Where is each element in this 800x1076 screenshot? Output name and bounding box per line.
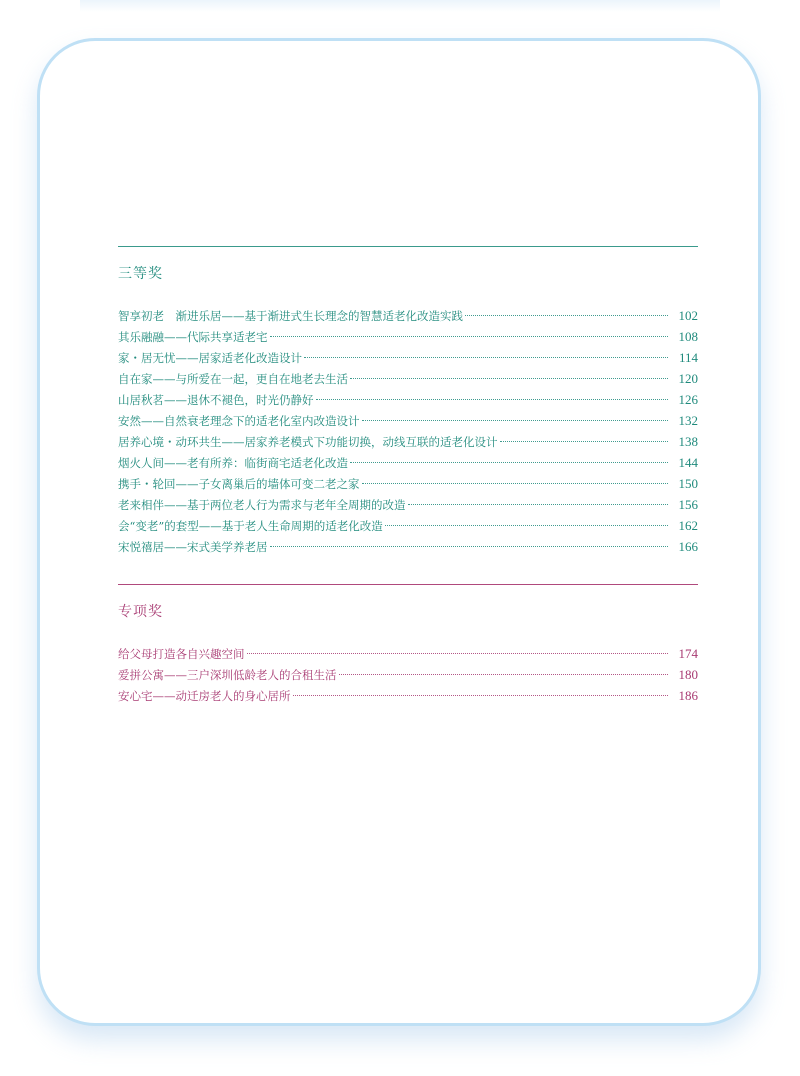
entry-title: 智享初老 渐进乐居——基于渐进式生长理念的智慧适老化改造实践 [118, 309, 463, 323]
dot-leader [339, 673, 669, 675]
entry-title: 携手・轮回——子女离巢后的墙体可变二老之家 [118, 477, 360, 491]
section-divider [118, 584, 698, 585]
dot-leader [270, 335, 669, 337]
toc-entry[interactable] [118, 389, 698, 410]
dot-leader [304, 356, 668, 358]
entry-title: 老来相伴——基于两位老人行为需求与老年全周期的改造 [118, 498, 406, 512]
entry-title: 会“变老”的套型——基于老人生命周期的适老化改造 [118, 519, 383, 533]
entry-page-number: 150 [678, 476, 698, 491]
dot-leader [465, 314, 668, 316]
entry-page-number: 120 [678, 371, 698, 386]
entry-page-number: 156 [678, 497, 698, 512]
entry-page-number: 166 [678, 539, 698, 554]
dot-leader [500, 440, 669, 442]
entry-title: 其乐融融——代际共享适老宅 [118, 330, 268, 344]
entry-title: 烟火人间——老有所养：临街商宅适老化改造 [118, 456, 348, 470]
entry-page-number: 114 [678, 350, 698, 365]
entry-title: 给父母打造各自兴趣空间 [118, 647, 245, 661]
entry-title: 家・居无忧——居家适老化改造设计 [118, 351, 302, 365]
toc-entry[interactable] [118, 431, 698, 452]
toc-entry[interactable] [118, 452, 698, 473]
toc-entry[interactable] [118, 664, 698, 685]
entry-page-number: 132 [678, 413, 698, 428]
dot-leader [362, 419, 669, 421]
toc-entry[interactable] [118, 473, 698, 494]
section-special-prize [118, 584, 698, 706]
toc-entry[interactable] [118, 326, 698, 347]
entry-title: 安心宅——动迁房老人的身心居所 [118, 689, 291, 703]
entry-title: 自在家——与所爱在一起，更自在地老去生活 [118, 372, 348, 386]
dot-leader [247, 652, 669, 654]
dot-leader [408, 503, 669, 505]
dot-leader [270, 545, 669, 547]
toc-entry[interactable] [118, 347, 698, 368]
entry-page-number: 174 [678, 646, 698, 661]
entry-page-number: 144 [678, 455, 698, 470]
dot-leader [362, 482, 669, 484]
toc-list [118, 643, 698, 706]
entry-page-number: 126 [678, 392, 698, 407]
entry-title: 居养心境・动环共生——居家养老模式下功能切换，动线互联的适老化设计 [118, 435, 498, 449]
toc-entry[interactable] [118, 494, 698, 515]
toc-entry[interactable] [118, 368, 698, 389]
section-heading: 三等奖 [118, 266, 163, 282]
toc-entry[interactable] [118, 305, 698, 326]
entry-title: 爱拼公寓——三户深圳低龄老人的合租生活 [118, 668, 337, 682]
entry-page-number: 162 [678, 518, 698, 533]
toc-entry[interactable] [118, 643, 698, 664]
section-third-prize [118, 246, 698, 557]
dot-leader [385, 524, 668, 526]
dot-leader [293, 694, 669, 696]
toc-entry[interactable] [118, 685, 698, 706]
dot-leader [350, 461, 668, 463]
toc-entry[interactable] [118, 410, 698, 431]
toc-entry[interactable] [118, 536, 698, 557]
entry-page-number: 108 [678, 329, 698, 344]
section-divider [118, 246, 698, 247]
entry-title: 安然——自然衰老理念下的适老化室内改造设计 [118, 414, 360, 428]
entry-title: 宋悦禧居——宋式美学养老居 [118, 540, 268, 554]
entry-page-number: 186 [678, 688, 698, 703]
entry-title: 山居秋茗——退休不褪色，时光仍静好 [118, 393, 314, 407]
dot-leader [316, 398, 669, 400]
toc-entry[interactable] [118, 515, 698, 536]
dot-leader [350, 377, 668, 379]
section-heading: 专项奖 [118, 604, 163, 620]
toc-list [118, 305, 698, 557]
entry-page-number: 180 [678, 667, 698, 682]
entry-page-number: 102 [678, 308, 698, 323]
entry-page-number: 138 [678, 434, 698, 449]
top-shadow [80, 0, 720, 12]
